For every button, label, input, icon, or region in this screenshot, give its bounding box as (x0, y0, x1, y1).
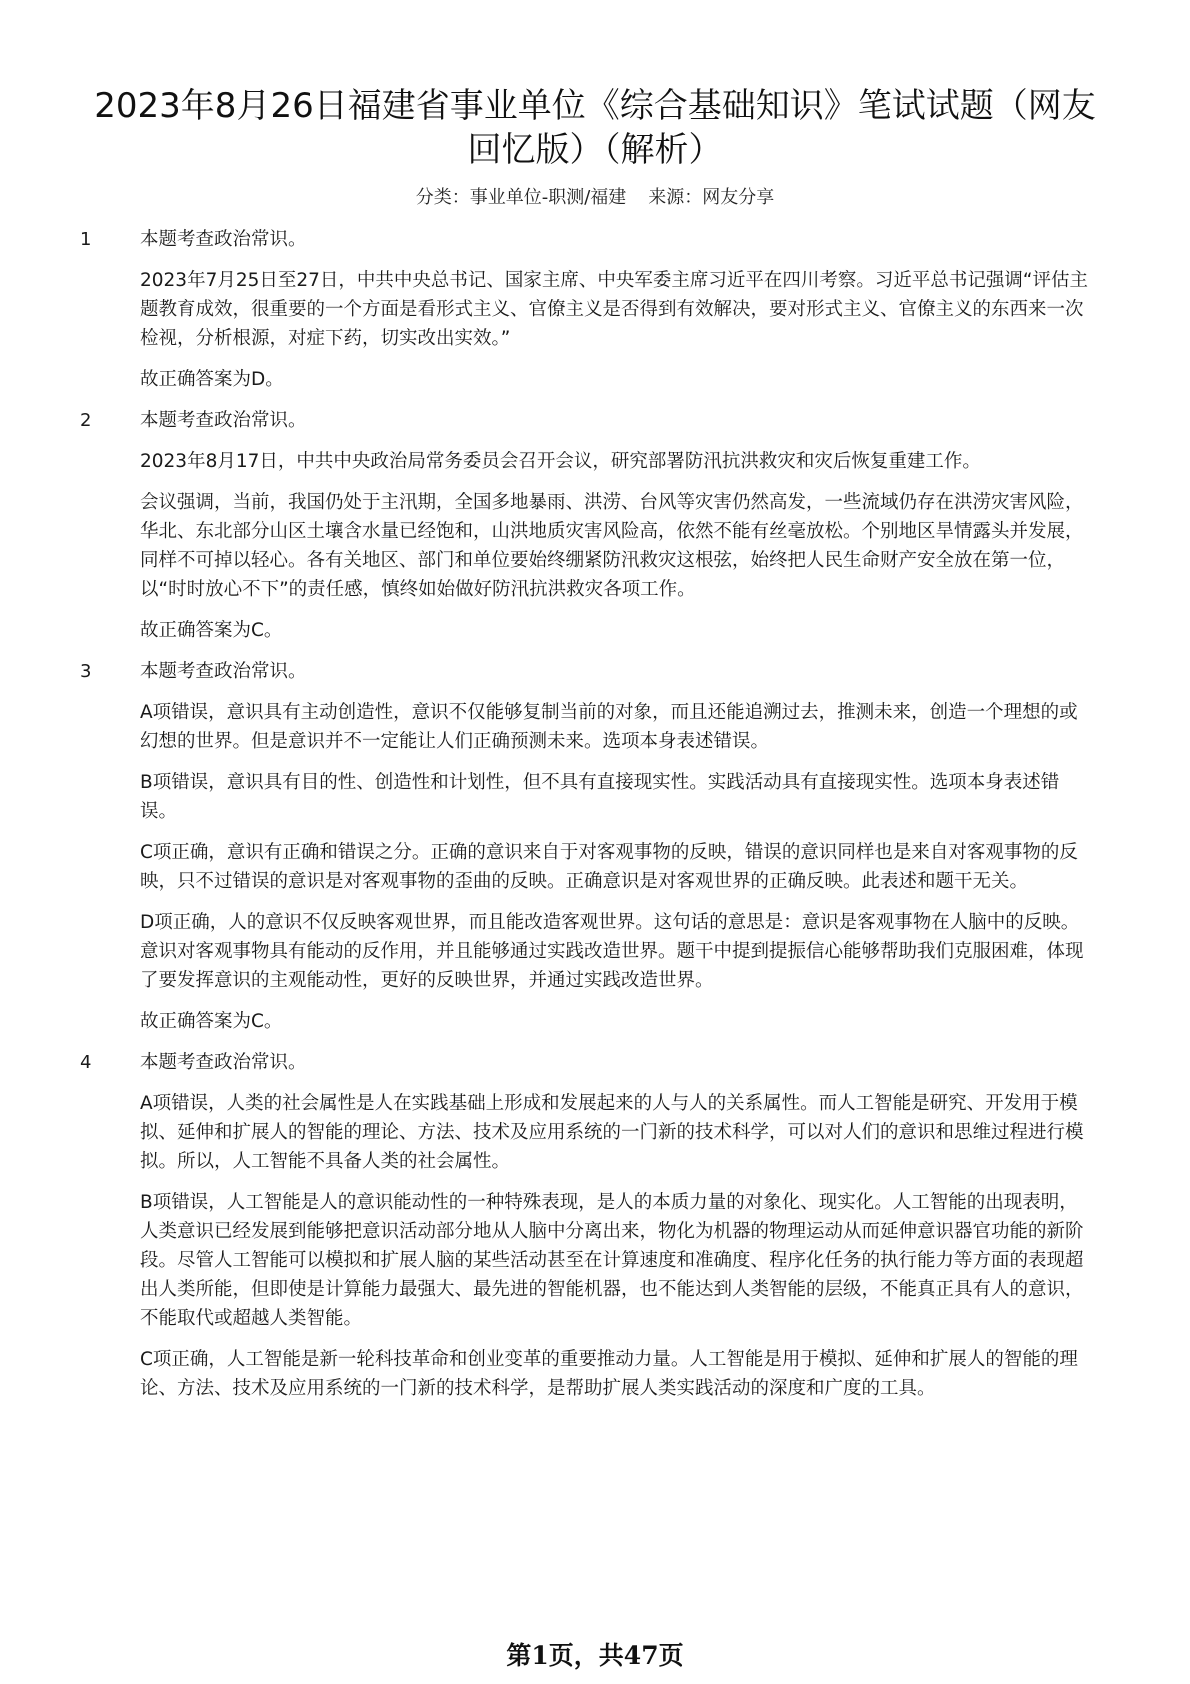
answer-paragraph: 故正确答案为C。 (140, 1011, 283, 1032)
category-label: 分类：事业单位-职测/福建 (415, 187, 627, 208)
document-meta (0, 186, 1190, 210)
question-number: 4 (80, 1052, 92, 1073)
question-number: 3 (80, 661, 92, 682)
question-2 (0, 406, 1190, 645)
answer-paragraph: 故正确答案为C。 (140, 620, 283, 641)
answer-paragraph: 本题考查政治常识。 (140, 1052, 307, 1073)
page-number: 第1页，共47页 (506, 1641, 684, 1670)
question-4 (0, 1048, 1190, 1403)
answer-list (0, 225, 1190, 1415)
answer-paragraph: 会议强调，当前，我国仍处于主汛期，全国多地暴雨、洪涝、台风等灾害仍然高发，一些流域仍存在洪涝灾害风险，华北、东北部分山区土壤含水量已经饱和，山洪地质灾害风险高，依然不能有丝毫放松。个别地区旱情露头并发展，同样不可掉以轻心。各有关地区、部门和单位要始终绷紧防汛救灾这根弦，始终把人民生命财产安全放在第一位，以“时时放心不下”的责任感，慎终如始做好防汛抗洪救灾各项工作。 (140, 492, 1084, 600)
document-title: 2023年8月26日福建省事业单位《综合基础知识》笔试试题（网友回忆版）（解析） (94, 86, 1096, 170)
answer-paragraph: C项正确，人工智能是新一轮科技革命和创业变革的重要推动力量。人工智能是用于模拟、延伸和扩展人的智能的理论、方法、技术及应用系统的一门新的技术科学，是帮助扩展人类实践活动的深度和广度的工具。 (140, 1349, 1078, 1399)
question-number: 2 (80, 410, 92, 431)
answer-paragraph: A项错误，意识具有主动创造性，意识不仅能够复制当前的对象，而且还能追溯过去，推测未来，创造一个理想的或幻想的世界。但是意识并不一定能让人们正确预测未来。选项本身表述错误。 (140, 702, 1078, 752)
question-number: 1 (80, 229, 92, 250)
answer-paragraph: B项错误，人工智能是人的意识能动性的一种特殊表现，是人的本质力量的对象化、现实化。人工智能的出现表明，人类意识已经发展到能够把意识活动部分地从人脑中分离出来，物化为机器的物理运动从而延伸意识器官功能的新阶段。尽管人工智能可以模拟和扩展人脑的某些活动甚至在计算速度和准确度、程序化任务的执行能力等方面的表现超出人类所能，但即使是计算能力最强大、最先进的智能机器，也不能达到人类智能的层级，不能真正具有人的意识，不能取代或超越人类智能。 (140, 1192, 1084, 1329)
question-1 (0, 225, 1190, 394)
answer-paragraph: 本题考查政治常识。 (140, 229, 307, 250)
answer-paragraph: 本题考查政治常识。 (140, 661, 307, 682)
question-3 (0, 657, 1190, 1036)
answer-paragraph: 故正确答案为D。 (140, 369, 284, 390)
source-label: 来源：网友分享 (648, 187, 775, 208)
answer-paragraph: 本题考查政治常识。 (140, 410, 307, 431)
answer-paragraph: D项正确，人的意识不仅反映客观世界，而且能改造客观世界。这句话的意思是：意识是客观事物在人脑中的反映。意识对客观事物具有能动的反作用，并且能够通过实践改造世界。题干中提到提振信心能够帮助我们克服困难，体现了要发挥意识的主观能动性，更好的反映世界，并通过实践改造世界。 (140, 912, 1084, 991)
answer-paragraph: A项错误，人类的社会属性是人在实践基础上形成和发展起来的人与人的关系属性。而人工智能是研究、开发用于模拟、延伸和扩展人的智能的理论、方法、技术及应用系统的一门新的技术科学，可以对人们的意识和思维过程进行模拟。所以，人工智能不具备人类的社会属性。 (140, 1093, 1084, 1172)
answer-paragraph: C项正确，意识有正确和错误之分。正确的意识来自于对客观事物的反映，错误的意识同样也是来自对客观事物的反映，只不过错误的意识是对客观事物的歪曲的反映。正确意识是对客观世界的正确反映。此表述和题干无关。 (140, 842, 1078, 892)
answer-paragraph: 2023年8月17日，中共中央政治局常务委员会召开会议，研究部署防汛抗洪救灾和灾后恢复重建工作。 (140, 451, 981, 472)
answer-paragraph: 2023年7月25日至27日，中共中央总书记、国家主席、中央军委主席习近平在四川考察。习近平总书记强调“评估主题教育成效，很重要的一个方面是看形式主义、官僚主义是否得到有效解决，要对形式主义、官僚主义的东西来一次检视，分析根源，对症下药，切实改出实效。” (140, 270, 1089, 349)
answer-paragraph: B项错误，意识具有目的性、创造性和计划性，但不具有直接现实性。实践活动具有直接现实性。选项本身表述错误。 (140, 772, 1060, 822)
